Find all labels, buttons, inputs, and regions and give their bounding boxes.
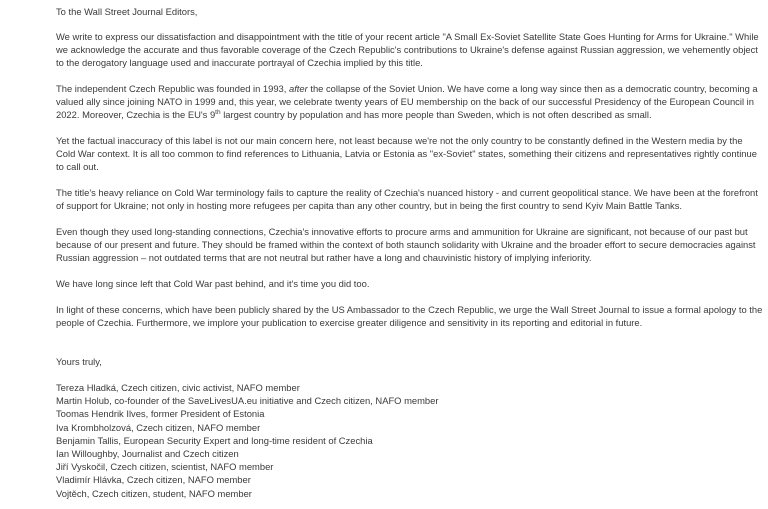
paragraph-4-text: The title's heavy reliance on Cold War terminology fails to capture the reality of Czechia's nuanced history - and current geopolitical stance. We have been at the forefront of support for Ukraine; not only in hosting more refugees per capita than any other country, but in being the first country to send Kyiv Main Battle Tanks.	[56, 187, 758, 211]
paragraph-2-part-a: The independent Czech Republic was founded in 1993,	[56, 83, 289, 94]
signatory: Vojtěch, Czech citizen, student, NAFO member	[56, 487, 252, 499]
paragraph-4	[56, 187, 763, 213]
paragraph-2-emphasis: after	[288, 83, 308, 94]
paragraph-3	[56, 135, 763, 174]
signatory: Ian Willoughby, Journalist and Czech citizen	[56, 448, 239, 460]
signatory: Martin Holub, co-founder of the SaveLivesUA.eu initiative and Czech citizen, NAFO member	[56, 395, 439, 407]
paragraph-2-part-b: the collapse of the Soviet Union. We have come a long way since then as a democratic country, becoming a valued ally since joining NATO in 1999 and, this year, we celebrate twenty years of EU membership on the back of our successful Presidency of the European Council in 2022. Moreover, Czechia is the EU's 9	[56, 83, 758, 120]
signatory: Benjamin Tallis, European Security Expert and long-time resident of Czechia	[56, 434, 373, 446]
paragraph-2-text	[56, 83, 763, 122]
signatory: Vladimír Hlávka, Czech citizen, NAFO member	[56, 474, 251, 486]
signatory: Toomas Hendrik Ilves, former President of Estonia	[56, 408, 265, 420]
paragraph-7	[56, 304, 763, 330]
paragraph-6	[56, 278, 763, 291]
paragraph-6-text: We have long since left that Cold War past behind, and it's time you did too.	[56, 278, 370, 289]
salutation: To the Wall Street Journal Editors,	[56, 6, 198, 17]
paragraph-2-part-c: largest country by population and has more people than Sweden, which is not often described as small.	[220, 108, 652, 120]
paragraph-2	[56, 83, 763, 122]
paragraph-1-text: We write to express our dissatisfaction and disappointment with the title of your recent article "A Small Ex-Soviet Satellite State Goes Hunting for Arms for Ukraine." While we acknowledge the accurate and thus favorable coverage of the Czech Republic's contributions to Ukraine's defense against Russian aggression, we vehemently object to the derogatory language used and inaccurate portrayal of Czechia implied by this title.	[56, 31, 759, 68]
paragraph-3-text: Yet the factual inaccuracy of this label is not our main concern here, not least because we're not the only country to be constantly defined in the Western media by the Cold War context. It is all too common to find references to Lithuania, Latvia or Estonia as "ex-Soviet" states, something their citizens and representatives rightly continue to call out.	[56, 135, 757, 172]
signatory: Iva Krombholzová, Czech citizen, NAFO member	[56, 421, 261, 433]
paragraph-5	[56, 226, 763, 265]
closing: Yours truly,	[56, 356, 102, 367]
ordinal-superscript: th	[215, 108, 221, 116]
signatory-list	[56, 381, 763, 500]
signatory: Jiří Vyskočil, Czech citizen, scientist, NAFO member	[56, 461, 274, 473]
paragraph-5-text: Even though they used long-standing connections, Czechia's innovative efforts to procure arms and ammunition for Ukraine are significant, not because of our past but because of our present and future. They should be framed within the context of both staunch solidarity with Ukraine and the broader effort to secure democracies against Russian aggression – not outdated terms that are not neutral but rather have a long and chauvinistic history of implying inferiority.	[56, 226, 756, 263]
signatory: Tereza Hladká, Czech citizen, civic activist, NAFO member	[56, 382, 300, 393]
paragraph-7-text: In light of these concerns, which have been publicly shared by the US Ambassador to the Czech Republic, we urge the Wall Street Journal to issue a formal apology to the people of Czechia. Furthermore, we implore your publication to exercise greater diligence and sensitivity in its reporting and editorial in future.	[56, 304, 763, 328]
paragraph-1	[56, 31, 763, 70]
